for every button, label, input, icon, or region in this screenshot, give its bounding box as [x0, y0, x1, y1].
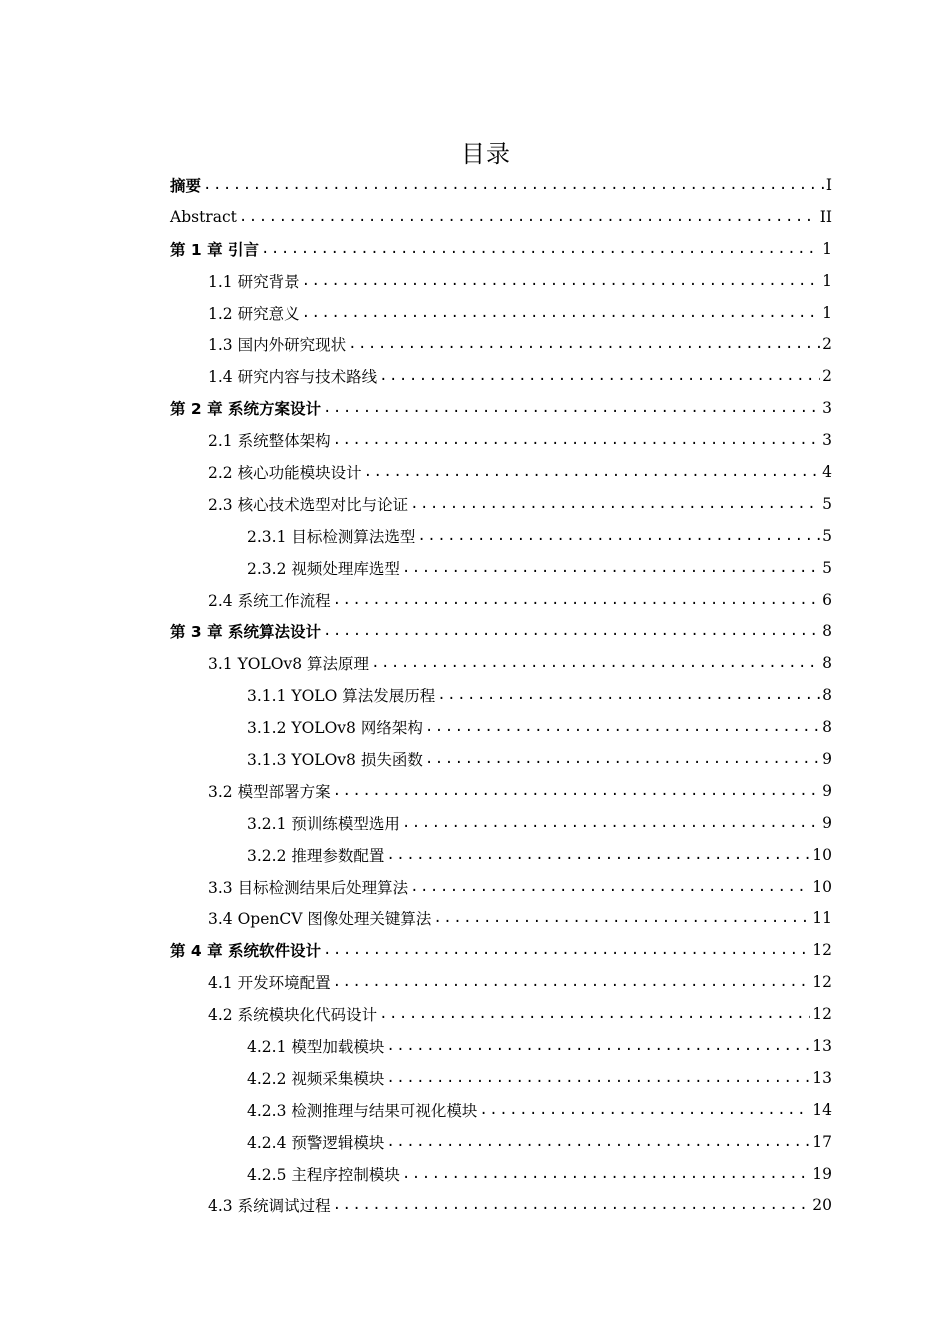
toc-entry-2[interactable] [0, 201, 950, 233]
toc-entry-title: Abstract [170, 207, 237, 226]
toc-entry-title: 4.2.4 预警逻辑模块 [247, 1133, 385, 1152]
toc-entry-27[interactable] [0, 998, 950, 1030]
toc-dot-leader [425, 751, 820, 767]
toc-entry-page: 2 [822, 335, 832, 354]
toc-dot-leader [386, 1038, 810, 1054]
toc-entry-title: 4.2.2 视频采集模块 [247, 1069, 385, 1088]
toc-entry-title: 2.3.2 视频处理库选型 [247, 559, 400, 578]
toc-entry-title: 第 3 章 系统算法设计 [170, 623, 321, 642]
toc-entry-14[interactable] [0, 584, 950, 616]
toc-entry-31[interactable] [0, 1126, 950, 1158]
toc-dot-leader [323, 942, 810, 958]
toc-entry-title: 4.2.3 检测推理与结果可视化模块 [247, 1101, 478, 1120]
toc-entry-page: 4 [822, 462, 832, 481]
toc-entry-title: 4.3 系统调试过程 [208, 1197, 331, 1216]
toc-dot-leader [386, 1070, 810, 1086]
toc-entry-24[interactable] [0, 902, 950, 934]
toc-dot-leader [333, 432, 821, 448]
toc-dot-leader [323, 623, 820, 639]
toc-entry-title: 3.1.3 YOLOv8 损失函数 [247, 750, 423, 769]
toc-entry-page: 20 [812, 1196, 832, 1215]
toc-entry-page: 8 [822, 686, 832, 705]
toc-dot-leader [379, 368, 820, 384]
toc-entry-4[interactable] [0, 265, 950, 297]
toc-entry-title: 1.2 研究意义 [208, 304, 300, 323]
toc-entry-page: 12 [812, 941, 832, 960]
toc-entry-10[interactable] [0, 456, 950, 488]
toc-entry-20[interactable] [0, 775, 950, 807]
toc-entry-page: 5 [822, 526, 832, 545]
toc-entry-page: 6 [822, 590, 832, 609]
toc-entry-12[interactable] [0, 520, 950, 552]
toc-dot-leader [379, 1006, 810, 1022]
toc-entry-32[interactable] [0, 1158, 950, 1190]
toc-entry-title: 2.3 核心技术选型对比与论证 [208, 495, 409, 514]
toc-dot-leader [417, 528, 820, 544]
toc-entry-page: 14 [812, 1100, 832, 1119]
toc-entry-page: 2 [822, 367, 832, 386]
toc-dot-leader [402, 560, 820, 576]
toc-entry-page: II [819, 207, 832, 226]
toc-entry-page: 8 [822, 718, 832, 737]
toc-entry-18[interactable] [0, 711, 950, 743]
toc-entry-26[interactable] [0, 966, 950, 998]
toc-entry-title: 4.2 系统模块化代码设计 [208, 1006, 378, 1025]
toc-entry-29[interactable] [0, 1062, 950, 1094]
toc-entry-page: 8 [822, 622, 832, 641]
toc-dot-leader [333, 974, 811, 990]
toc-list [0, 169, 950, 1221]
toc-entry-page: 17 [812, 1132, 832, 1151]
toc-entry-page: 1 [822, 239, 832, 258]
toc-entry-16[interactable] [0, 647, 950, 679]
toc-entry-8[interactable] [0, 392, 950, 424]
toc-dot-leader [302, 273, 821, 289]
toc-entry-title: 4.2.5 主程序控制模块 [247, 1165, 400, 1184]
toc-dot-leader [386, 1134, 810, 1150]
toc-entry-page: 9 [822, 781, 832, 800]
toc-entry-3[interactable] [0, 233, 950, 265]
toc-dot-leader [425, 719, 820, 735]
toc-entry-title: 2.3.1 目标检测算法选型 [247, 527, 416, 546]
toc-entry-11[interactable] [0, 488, 950, 520]
toc-entry-30[interactable] [0, 1094, 950, 1126]
toc-entry-13[interactable] [0, 552, 950, 584]
toc-dot-leader [333, 592, 821, 608]
toc-entry-22[interactable] [0, 839, 950, 871]
toc-entry-5[interactable] [0, 297, 950, 329]
toc-dot-leader [261, 241, 820, 257]
toc-dot-leader [333, 1197, 811, 1213]
toc-entry-page: 9 [822, 813, 832, 832]
toc-entry-title: 第 4 章 系统软件设计 [170, 942, 321, 961]
toc-dot-leader [479, 1102, 810, 1118]
toc-dot-leader [410, 879, 810, 895]
toc-entry-17[interactable] [0, 679, 950, 711]
toc-entry-page: 11 [812, 909, 832, 928]
toc-entry-title: 4.1 开发环境配置 [208, 974, 331, 993]
toc-entry-title: 1.4 研究内容与技术路线 [208, 368, 378, 387]
toc-entry-page: 10 [812, 877, 832, 896]
toc-entry-title: 2.2 核心功能模块设计 [208, 463, 362, 482]
toc-entry-page: 9 [822, 749, 832, 768]
toc-dot-leader [410, 496, 820, 512]
toc-entry-title: 3.4 OpenCV 图像处理关键算法 [208, 910, 432, 929]
toc-dot-leader [348, 336, 820, 352]
toc-entry-page: I [825, 175, 832, 194]
toc-entry-25[interactable] [0, 934, 950, 966]
toc-entry-page: 12 [812, 973, 832, 992]
toc-entry-title: 3.2.2 推理参数配置 [247, 846, 385, 865]
toc-entry-title: 2.4 系统工作流程 [208, 591, 331, 610]
toc-entry-title: 2.1 系统整体架构 [208, 432, 331, 451]
toc-entry-title: 第 2 章 系统方案设计 [170, 400, 321, 419]
toc-dot-leader [333, 783, 821, 799]
toc-entry-page: 5 [822, 494, 832, 513]
toc-entry-title: 3.1.2 YOLOv8 网络架构 [247, 719, 423, 738]
toc-dot-leader [437, 687, 820, 703]
toc-entry-page: 3 [822, 399, 832, 418]
toc-entry-page: 3 [822, 431, 832, 450]
toc-entry-title: 3.2 模型部署方案 [208, 782, 331, 801]
toc-dot-leader [371, 655, 820, 671]
toc-entry-page: 8 [822, 654, 832, 673]
toc-entry-page: 13 [812, 1036, 832, 1055]
toc-entry-title: 3.1 YOLOv8 算法原理 [208, 655, 370, 674]
toc-dot-leader [364, 464, 821, 480]
toc-entry-title: 3.2.1 预训练模型选用 [247, 814, 400, 833]
toc-entry-6[interactable] [0, 328, 950, 360]
toc-dot-leader [323, 400, 820, 416]
toc-dot-leader [402, 1166, 810, 1182]
toc-entry-page: 10 [812, 845, 832, 864]
toc-dot-leader [203, 177, 824, 193]
toc-entry-page: 12 [812, 1005, 832, 1024]
toc-entry-33[interactable] [0, 1190, 950, 1222]
toc-dot-leader [402, 815, 820, 831]
toc-title: 目录 [461, 140, 511, 168]
toc-entry-title: 1.3 国内外研究现状 [208, 336, 347, 355]
toc-entry-page: 1 [822, 271, 832, 290]
toc-dot-leader [433, 910, 810, 926]
toc-entry-19[interactable] [0, 743, 950, 775]
toc-entry-title: 3.1.1 YOLO 算法发展历程 [247, 687, 436, 706]
toc-dot-leader [239, 209, 818, 225]
toc-dot-leader [386, 847, 810, 863]
toc-entry-1[interactable] [0, 169, 950, 201]
toc-entry-title: 4.2.1 模型加载模块 [247, 1037, 385, 1056]
toc-entry-title: 1.1 研究背景 [208, 272, 300, 291]
toc-entry-23[interactable] [0, 871, 950, 903]
toc-dot-leader [302, 305, 821, 321]
toc-entry-title: 摘要 [170, 176, 202, 195]
toc-entry-21[interactable] [0, 807, 950, 839]
toc-entry-page: 1 [822, 303, 832, 322]
toc-entry-28[interactable] [0, 1030, 950, 1062]
toc-entry-page: 5 [822, 558, 832, 577]
toc-entry-title: 第 1 章 引言 [170, 240, 259, 259]
toc-entry-7[interactable] [0, 360, 950, 392]
toc-entry-15[interactable] [0, 615, 950, 647]
toc-entry-9[interactable] [0, 424, 950, 456]
toc-entry-page: 19 [812, 1164, 832, 1183]
toc-entry-page: 13 [812, 1068, 832, 1087]
toc-entry-title: 3.3 目标检测结果后处理算法 [208, 878, 409, 897]
